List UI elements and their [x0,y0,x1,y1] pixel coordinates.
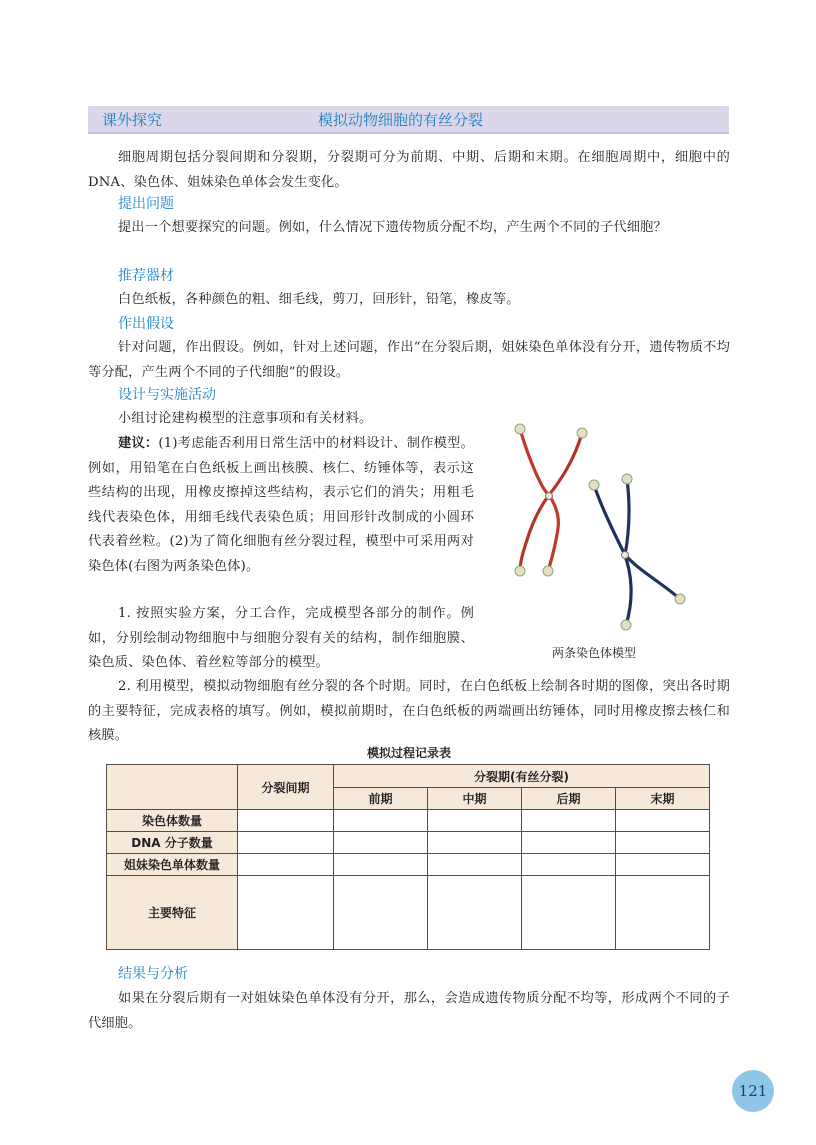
table-title: 模拟过程记录表 [366,746,451,760]
result-heading: 结果与分析 [118,966,188,982]
header-mitosis: 分裂期(有丝分裂) [334,765,710,788]
row-label: 姐妹染色单体数量 [107,854,238,876]
hypothesis-heading: 作出假设 [118,316,174,332]
table-cell [238,876,334,950]
table-cell [238,810,334,832]
record-table [106,764,710,950]
hypothesis-paragraph: 针对问题，作出假设。例如，针对上述问题，作出“在分裂后期，姐妹染色单体没有分开，遗传物质不均等分配，产生两个不同的子代细胞”的假设。 [88,340,730,380]
table-cell [428,832,522,854]
table-cell [334,854,428,876]
figure-caption: 两条染色体模型 [552,646,637,660]
table-cell [428,876,522,950]
suggestion-text: (1)考虑能否利用日常生活中的材料设计、制作模型。例如，用铅笔在白色纸板上画出核膜、核仁、纺锤体等，表示这些结构的出现，用橡皮擦掉这些结构，表示它们的消失；用粗毛线代表染色体，用细毛线代表染色质；用回形针改制成的小圆环代表着丝粒。(2)为了简化细胞有丝分裂过程，模型中可采用两对染色体(右图为两条染色体)。 [88,436,474,574]
table-cell [428,810,522,832]
header-phase: 前期 [334,788,428,810]
table-cell [522,876,616,950]
table-cell [616,810,710,832]
materials-heading: 推荐器材 [118,268,174,284]
table-cell [616,876,710,950]
table-cell [616,854,710,876]
question-heading: 提出问题 [118,196,174,212]
header-interphase: 分裂间期 [238,765,334,810]
section-banner [88,106,729,134]
banner-title: 模拟动物细胞的有丝分裂 [318,111,484,129]
table-corner-cell [107,765,238,810]
table-cell [522,854,616,876]
design-paragraph: 小组讨论建构模型的注意事项和有关材料。 [118,411,373,426]
question-paragraph: 提出一个想要探究的问题。例如，什么情况下遗传物质分配不均，产生两个不同的子代细胞？ [118,220,667,235]
chromosome-model-figure [502,403,703,639]
table-cell [334,832,428,854]
page-number: 121 [732,1070,774,1112]
suggestion-label: 建议： [118,436,159,451]
intro-paragraph: 细胞周期包括分裂间期和分裂期，分裂期可分为前期、中期、后期和末期。在细胞周期中，细胞中的 DNA、染色体、姐妹染色单体会发生变化。 [88,150,730,190]
table-cell [238,832,334,854]
table-cell [522,832,616,854]
table-cell [334,876,428,950]
suggestion-paragraph [88,432,474,579]
table-cell [238,854,334,876]
row-label: 主要特征 [107,876,238,950]
table-cell [428,854,522,876]
table-cell [334,810,428,832]
row-label: DNA 分子数量 [107,832,238,854]
step1-paragraph: 1. 按照实验方案，分工合作，完成模型各部分的制作。例如，分别绘制动物细胞中与细胞分裂有关的结构，制作细胞膜、染色质、染色体、着丝粒等部分的模型。 [88,606,474,670]
design-heading: 设计与实施活动 [118,387,216,403]
header-phase: 末期 [616,788,710,810]
chromosome-model-image [502,403,703,639]
materials-paragraph: 白色纸板，各种颜色的粗、细毛线，剪刀，回形针，铅笔，橡皮等。 [118,292,520,307]
header-phase: 后期 [522,788,616,810]
banner-label: 课外探究 [102,111,163,129]
table-cell [522,810,616,832]
table-cell [616,832,710,854]
result-paragraph: 如果在分裂后期有一对姐妹染色单体没有分开，那么，会造成遗传物质分配不均等，形成两个不同的子代细胞。 [88,991,730,1031]
header-phase: 中期 [428,788,522,810]
row-label: 染色体数量 [107,810,238,832]
step2-paragraph: 2. 利用模型，模拟动物细胞有丝分裂的各个时期。同时，在白色纸板上绘制各时期的图像，突出各时期的主要特征，完成表格的填写。例如，模拟前期时，在白色纸板的两端画出纺锤体，同时用橡皮擦去核仁和核膜。 [88,679,730,743]
